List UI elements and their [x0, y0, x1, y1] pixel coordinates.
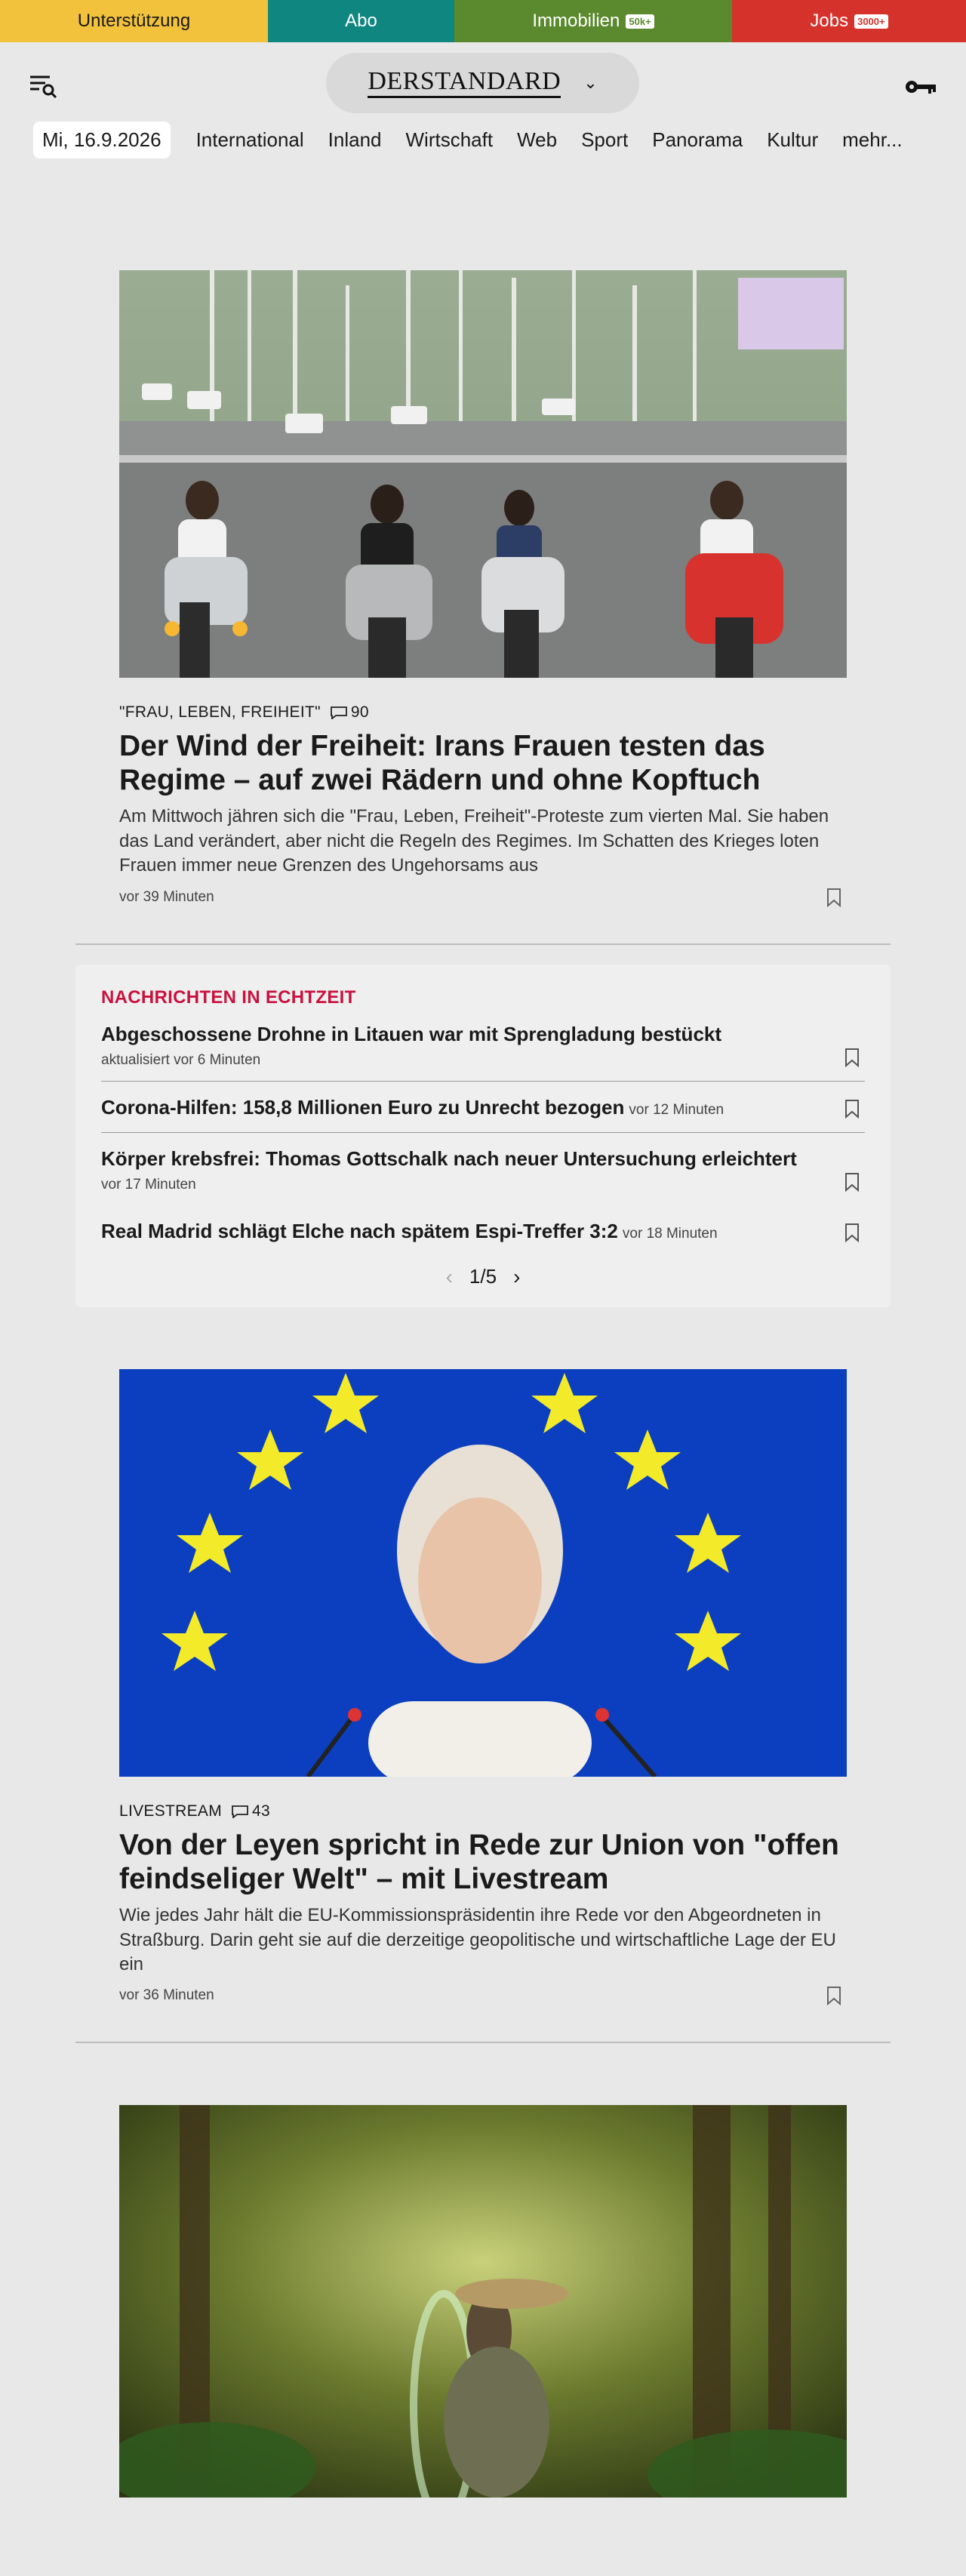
live-news-headline[interactable]: Abgeschossene Drohne in Litauen war mit Sprengladung bestückt — [101, 1022, 722, 1045]
live-news-item[interactable] — [101, 1205, 865, 1256]
real-estate-count-badge: 50k+ — [626, 14, 654, 29]
live-news-headline[interactable]: Real Madrid schlägt Elche nach spätem Espi-Treffer 3:2 vor 18 Minuten — [101, 1220, 718, 1243]
abo-link[interactable]: Abo — [268, 0, 454, 42]
article-teaser[interactable] — [119, 1369, 847, 2006]
article-time: vor 39 Minuten — [119, 888, 214, 905]
chevron-right-icon[interactable]: › — [513, 1264, 521, 1288]
comment-icon — [231, 1805, 249, 1818]
article-time: vor 36 Minuten — [119, 1987, 214, 2004]
article-image[interactable] — [119, 270, 847, 678]
live-news-headline[interactable]: Corona-Hilfen: 158,8 Millionen Euro zu Unrecht bezogen vor 12 Minuten — [101, 1096, 724, 1119]
real-estate-link[interactable]: Immobilien 50k+ — [454, 0, 732, 42]
iran-scooter-photo — [119, 270, 847, 678]
article-teaser[interactable] — [119, 270, 847, 907]
nav-kultur[interactable]: Kultur — [767, 128, 819, 151]
live-news-item[interactable] — [101, 1133, 865, 1206]
live-news-box — [75, 965, 891, 1307]
section-nav — [0, 121, 966, 158]
jobs-count-badge: 3000+ — [854, 14, 888, 29]
article-image[interactable] — [119, 1369, 847, 1777]
section-divider — [75, 943, 891, 945]
article-headline[interactable]: Von der Leyen spricht in Rede zur Union von "offen feindseliger Welt" – mit Livestream — [119, 1828, 839, 1895]
login-button[interactable] — [904, 75, 937, 98]
logo-switcher[interactable] — [326, 53, 639, 113]
section-divider — [75, 2042, 891, 2043]
article-image[interactable] — [119, 2105, 847, 2498]
article-meta — [119, 1986, 847, 2005]
live-news-item[interactable] — [101, 1082, 865, 1133]
nav-more[interactable]: mehr... — [842, 128, 903, 151]
menu-search-icon — [29, 71, 59, 101]
article-teaser-text: Am Mittwoch jähren sich die "Frau, Leben, Freiheit"-Proteste zum vierten Mal. Sie haben das Land verändert, aber nicht die Regeln des Regimes. Im Schatten des Krieges loten Frauen immer neue Grenzen des Ungehorsams aus — [119, 806, 829, 876]
live-news-time: vor 12 Minuten — [629, 1102, 724, 1119]
article-teaser[interactable] — [119, 2105, 847, 2498]
live-news-title: NACHRICHTEN IN ECHTZEIT — [101, 986, 356, 1008]
live-news-time: vor 18 Minuten — [622, 1226, 718, 1242]
jobs-link[interactable]: Jobs 3000+ — [732, 0, 966, 42]
comment-icon — [330, 706, 348, 719]
live-news-headline[interactable]: Körper krebsfrei: Thomas Gottschalk nach neuer Untersuchung erleichtert — [101, 1146, 797, 1170]
article-kicker: LIVESTREAM 43 — [119, 1802, 271, 1820]
support-link[interactable]: Unterstützung — [0, 0, 268, 42]
eu-speech-photo — [119, 1369, 847, 1777]
article-kicker: "FRAU, LEBEN, FREIHEIT" 90 — [119, 703, 369, 721]
live-news-pager — [101, 1265, 865, 1289]
article-teaser-text: Wie jedes Jahr hält die EU-Kommissionspräsidentin ihre Rede vor den Abgeordneten in Straßburg. Darin geht sie auf die derzeitige geopolitische und wirtschaftliche Lage der EU ein — [119, 1905, 836, 1974]
nav-web[interactable]: Web — [517, 128, 558, 151]
current-date: Mi, 16.9.2026 — [33, 122, 171, 158]
bookmark-icon[interactable] — [826, 888, 842, 907]
comment-count[interactable]: 90 — [330, 703, 369, 722]
bookmark-icon[interactable] — [844, 1172, 860, 1192]
nav-sport[interactable]: Sport — [581, 128, 629, 151]
key-icon — [904, 75, 937, 98]
bookmark-icon[interactable] — [826, 1986, 842, 2005]
nav-international[interactable]: International — [195, 128, 304, 151]
nav-wirtschaft[interactable]: Wirtschaft — [405, 128, 494, 151]
live-news-time: aktualisiert vor 6 Minuten — [101, 1052, 261, 1069]
forest-creature-image — [119, 2105, 847, 2498]
chevron-down-icon: ⌄ — [583, 73, 598, 92]
nav-panorama[interactable]: Panorama — [652, 128, 743, 151]
comment-count[interactable]: 43 — [231, 1802, 270, 1820]
bookmark-icon[interactable] — [844, 1099, 860, 1119]
pager-status: 1/5 — [469, 1265, 497, 1288]
live-news-time: vor 17 Minuten — [101, 1177, 196, 1193]
live-news-item[interactable] — [101, 1008, 865, 1082]
service-bar — [0, 0, 966, 42]
site-header — [0, 42, 966, 121]
nav-inland[interactable]: Inland — [328, 128, 382, 151]
article-meta — [119, 888, 847, 907]
chevron-left-icon[interactable]: ‹ — [445, 1264, 453, 1288]
site-logo: DERSTANDARD — [368, 69, 561, 98]
bookmark-icon[interactable] — [844, 1223, 860, 1242]
menu-search-button[interactable] — [29, 71, 59, 101]
bookmark-icon[interactable] — [844, 1048, 860, 1067]
article-headline[interactable]: Der Wind der Freiheit: Irans Frauen testen das Regime – auf zwei Rädern und ohne Kopftuch — [119, 730, 765, 797]
